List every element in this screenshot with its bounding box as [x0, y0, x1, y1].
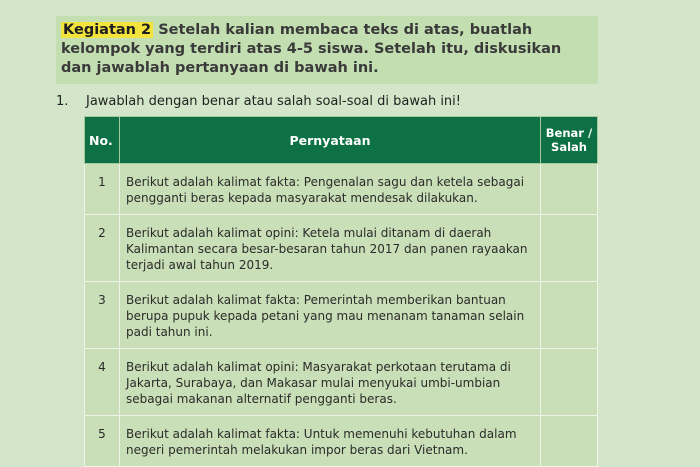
activity-instruction-box — [56, 16, 598, 84]
question-number: 1. — [56, 94, 69, 109]
question-line — [56, 94, 461, 109]
answer-cell[interactable] — [541, 215, 598, 282]
row-statement: Berikut adalah kalimat fakta: Pemerintah memberikan bantuan berupa pupuk kepada petani yang mau menanam tanaman selain padi tahun ini. — [120, 282, 541, 349]
row-number: 5 — [85, 416, 120, 467]
row-statement: Berikut adalah kalimat opini: Masyarakat perkotaan terutama di Jakarta, Surabaya, dan Makasar mulai menyukai umbi-umbian sebagai makanan alternatif pengganti beras. — [120, 349, 541, 416]
table-row — [85, 282, 598, 349]
row-statement: Berikut adalah kalimat opini: Ketela mulai ditanam di daerah Kalimantan secara besar-besaran tahun 2017 dan panen rayaakan terjadi awal tahun 2019. — [120, 215, 541, 282]
header-statement: Pernyataan — [120, 117, 541, 164]
row-statement: Berikut adalah kalimat fakta: Untuk memenuhi kebutuhan dalam negeri pemerintah melakukan impor beras dari Vietnam. — [120, 416, 541, 467]
table-row — [85, 215, 598, 282]
table-header-row — [85, 117, 598, 164]
answer-cell[interactable] — [541, 282, 598, 349]
true-false-table — [84, 116, 598, 467]
row-number: 3 — [85, 282, 120, 349]
header-no: No. — [85, 117, 120, 164]
activity-label: Kegiatan 2 — [63, 22, 152, 38]
answer-cell[interactable] — [541, 349, 598, 416]
row-statement: Berikut adalah kalimat fakta: Pengenalan sagu dan ketela sebagai pengganti beras kepada masyarakat mendesak dilakukan. — [120, 164, 541, 215]
row-number: 1 — [85, 164, 120, 215]
table-row — [85, 416, 598, 467]
table-row — [85, 349, 598, 416]
answer-cell[interactable] — [541, 416, 598, 467]
row-number: 2 — [85, 215, 120, 282]
table-row — [85, 164, 598, 215]
question-text: Jawablah dengan benar atau salah soal-soal di bawah ini! — [86, 94, 461, 109]
activity-instruction-text: Setelah kalian membaca teks di atas, buatlah kelompok yang terdiri atas 4-5 siswa. Setelah itu, diskusikan dan jawablah pertanyaan di bawah ini. — [61, 22, 562, 76]
row-number: 4 — [85, 349, 120, 416]
answer-cell[interactable] — [541, 164, 598, 215]
header-answer: Benar / Salah — [541, 117, 598, 164]
